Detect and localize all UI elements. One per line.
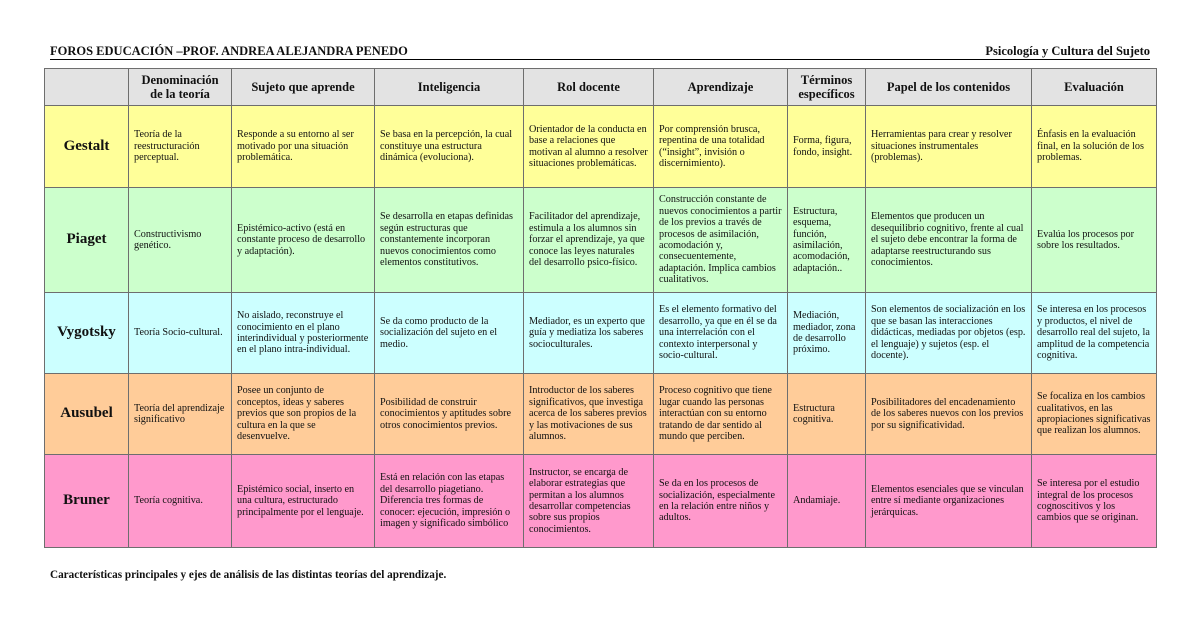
- table-row-ausubel: [45, 374, 1157, 455]
- table-cell: Teoría del aprendizaje significativo: [129, 374, 232, 455]
- theory-name: Vygotsky: [45, 293, 129, 374]
- table-cell: Epistémico social, inserto en una cultura, estructurado principalmente por el lenguaje.: [232, 455, 375, 548]
- table-cell: Está en relación con las etapas del desarrollo piagetiano. Diferencia tres formas de conocer: ejecución, impresión o imagen y significado simbólico: [375, 455, 524, 548]
- table-cell: Proceso cognitivo que tiene lugar cuando las personas interactúan con su entorno tratando de dar sentido al mundo que perciben.: [654, 374, 788, 455]
- theory-name: Bruner: [45, 455, 129, 548]
- table-cell: Estructura cognitiva.: [788, 374, 866, 455]
- table-cell: Posibilidad de construir conocimientos y aptitudes sobre otros conocimientos previos.: [375, 374, 524, 455]
- header-cell-blank: [45, 69, 129, 106]
- header-subject-title: Psicología y Cultura del Sujeto: [985, 44, 1150, 58]
- table-row-bruner: [45, 455, 1157, 548]
- table-cell: Son elementos de socialización en los que se basan las interacciones didácticas, mediadas por objetos (esp. el lenguaje) y sujetos (esp. el docente).: [866, 293, 1032, 374]
- theory-name: Gestalt: [45, 106, 129, 188]
- table-cell: Por comprensión brusca, repentina de una totalidad (“insight”, invisión o discernimiento).: [654, 106, 788, 188]
- header-cell-sujeto: Sujeto que aprende: [232, 69, 375, 106]
- table-cell: Se focaliza en los cambios cualitativos, en las apropiaciones significativas que realizan los alumnos.: [1032, 374, 1157, 455]
- table-cell: Introductor de los saberes significativos, que investiga acerca de los saberes previos y las motivaciones de sus alumnos.: [524, 374, 654, 455]
- table-cell: Elementos esenciales que se vinculan entre sí mediante organizaciones jerárquicas.: [866, 455, 1032, 548]
- theory-name: Piaget: [45, 188, 129, 293]
- header-cell-denominacion: Denominación de la teoría: [129, 69, 232, 106]
- table-cell: Se interesa en los procesos y productos, el nivel de desarrollo real del sujeto, la amplitud de la competencia cognitiva.: [1032, 293, 1157, 374]
- theory-name: Ausubel: [45, 374, 129, 455]
- table-caption: Características principales y ejes de análisis de las distintas teorías del aprendizaje.: [50, 569, 447, 581]
- table-cell: Instructor, se encarga de elaborar estrategias que permitan a los alumnos desarrollar competencias sobre sus propios conocimientos.: [524, 455, 654, 548]
- table-cell: Posee un conjunto de conceptos, ideas y saberes previos que son propios de la cultura en la que se desenvuelve.: [232, 374, 375, 455]
- table-cell: Andamiaje.: [788, 455, 866, 548]
- header-cell-rol-docente: Rol docente: [524, 69, 654, 106]
- table-cell: Forma, figura, fondo, insight.: [788, 106, 866, 188]
- table-cell: Mediador, es un experto que guía y mediatiza los saberes socioculturales.: [524, 293, 654, 374]
- header-cell-inteligencia: Inteligencia: [375, 69, 524, 106]
- table-row-gestalt: [45, 106, 1157, 188]
- table-cell: Responde a su entorno al ser motivado por una situación problemática.: [232, 106, 375, 188]
- table-cell: Facilitador del aprendizaje, estimula a los alumnos sin forzar el aprendizaje, ya que conoce las leyes naturales del desarrollo psico-físico.: [524, 188, 654, 293]
- header-cell-contenidos: Papel de los contenidos: [866, 69, 1032, 106]
- page-header: [50, 43, 1150, 60]
- table-cell: Se basa en la percepción, la cual constituye una estructura dinámica (evoluciona).: [375, 106, 524, 188]
- table-row-piaget: [45, 188, 1157, 293]
- header-course-title: FOROS EDUCACIÓN –PROF. ANDREA ALEJANDRA PENEDO: [50, 44, 408, 58]
- header-cell-aprendizaje: Aprendizaje: [654, 69, 788, 106]
- table-cell: Énfasis en la evaluación final, en la solución de los problemas.: [1032, 106, 1157, 188]
- table-cell: Se da como producto de la socialización del sujeto en el medio.: [375, 293, 524, 374]
- table-cell: Orientador de la conducta en base a relaciones que motivan al alumno a resolver situaciones problemáticas.: [524, 106, 654, 188]
- table-row-vygotsky: [45, 293, 1157, 374]
- table-cell: Estructura, esquema, función, asimilación, acomodación, adaptación..: [788, 188, 866, 293]
- header-cell-evaluacion: Evaluación: [1032, 69, 1157, 106]
- table-cell: Evalúa los procesos por sobre los resultados.: [1032, 188, 1157, 293]
- table-cell: Se da en los procesos de socialización, especialmente en la relación entre niños y adultos.: [654, 455, 788, 548]
- table-cell: Se desarrolla en etapas definidas según estructuras que constantemente incorporan nuevos conocimientos como elementos constitutivos.: [375, 188, 524, 293]
- table-cell: Mediación, mediador, zona de desarrollo próximo.: [788, 293, 866, 374]
- table-cell: Elementos que producen un desequilibrio cognitivo, frente al cual el sujeto debe encontrar la forma de adaptarse reestructurando sus conocimientos.: [866, 188, 1032, 293]
- learning-theories-table: [44, 68, 1157, 548]
- table-cell: No aislado, reconstruye el conocimiento en el plano interindividual y posteriormente en el plano intra-individual.: [232, 293, 375, 374]
- table-header-row: [45, 69, 1157, 106]
- table-cell: Construcción constante de nuevos conocimientos a partir de los previos a través de procesos de asimilación, acomodación y, consecuentemente, adaptación. Implica cambios cualitativos.: [654, 188, 788, 293]
- table-cell: Herramientas para crear y resolver situaciones instrumentales (problemas).: [866, 106, 1032, 188]
- table-cell: Epistémico-activo (está en constante proceso de desarrollo y adaptación).: [232, 188, 375, 293]
- table-cell: Posibilitadores del encadenamiento de los saberes nuevos con los previos por su significatividad.: [866, 374, 1032, 455]
- table-cell: Se interesa por el estudio integral de los procesos cognoscitivos y los cambios que se originan.: [1032, 455, 1157, 548]
- table-cell: Es el elemento formativo del desarrollo, ya que en él se da una interrelación con el contexto interpersonal y socio-cultural.: [654, 293, 788, 374]
- header-cell-terminos: Términos específicos: [788, 69, 866, 106]
- table-cell: Teoría Socio-cultural.: [129, 293, 232, 374]
- table-cell: Teoría de la reestructuración perceptual.: [129, 106, 232, 188]
- table-cell: Constructivismo genético.: [129, 188, 232, 293]
- table-cell: Teoría cognitiva.: [129, 455, 232, 548]
